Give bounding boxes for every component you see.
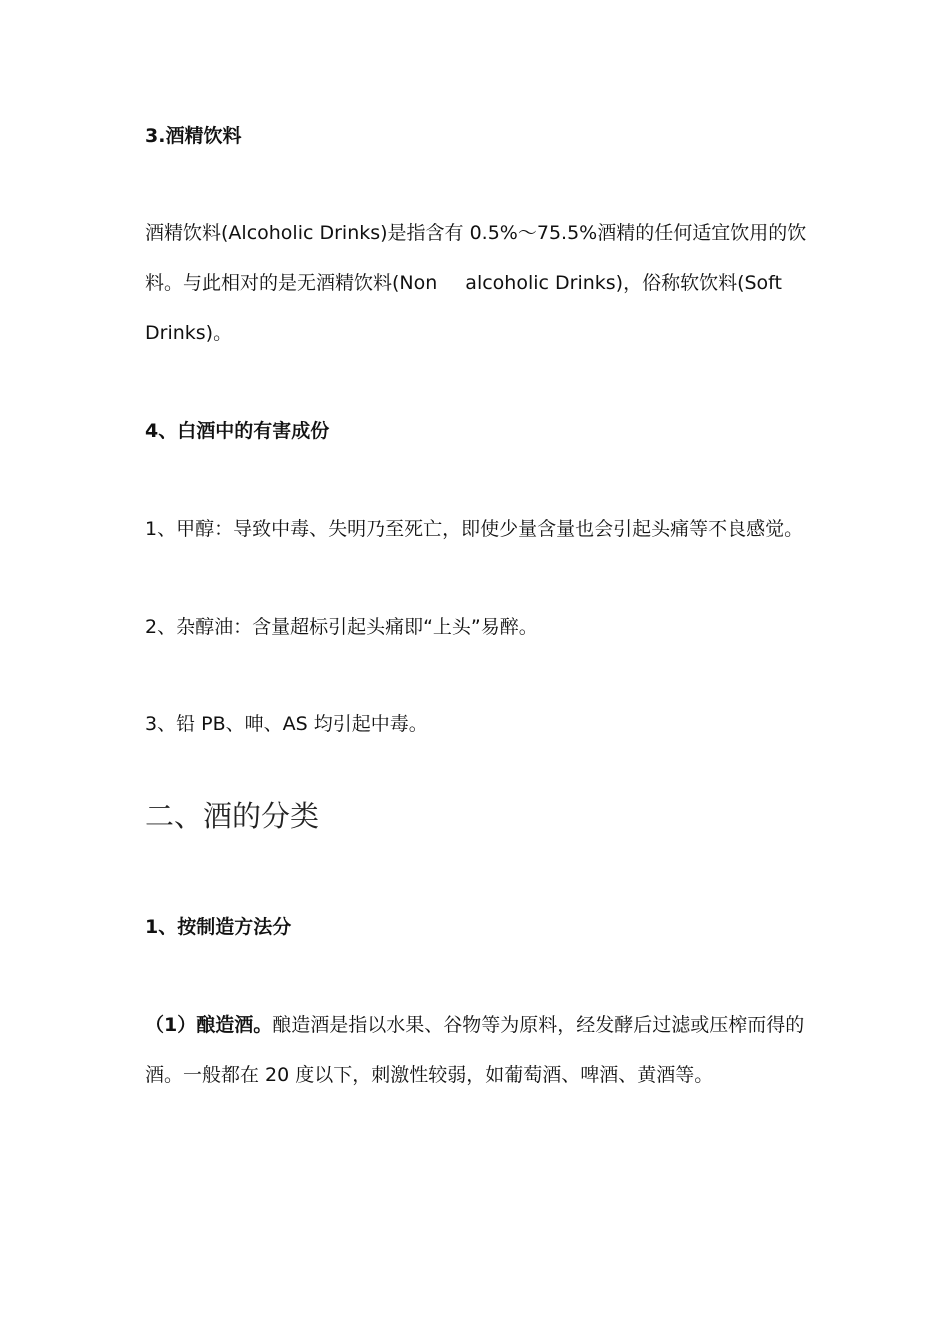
paragraph-line-2a: 料。与此相对的是无酒精饮料(Non [145, 272, 438, 294]
brewed-label: （1）酿造酒。 [145, 1014, 273, 1036]
brewed-text: 酿造酒是指以水果、谷物等为原料，经发酵后过滤或压榨而得的 [272, 1014, 805, 1036]
section-title-classification: 二、酒的分类 [145, 799, 320, 833]
paragraph-line-2b: alcoholic Drinks)，俗称软饮料(Soft [465, 272, 782, 294]
heading-alcoholic-drinks: 3.酒精饮料 [145, 125, 242, 147]
paragraph-line-2 [145, 270, 782, 296]
paragraph-line-1: 酒精饮料(Alcoholic Drinks)是指含有 0.5%～75.5%酒精的任何适宜饮用的饮 [145, 222, 807, 244]
list-item-lead: 3、铅 PB、呻、AS 均引起中毒。 [145, 713, 428, 735]
paragraph-brewed-line-1 [145, 1012, 804, 1038]
paragraph-line-3: Drinks)。 [145, 322, 233, 344]
heading-harmful-ingredients: 4、白酒中的有害成份 [145, 420, 330, 442]
subheading-by-method: 1、按制造方法分 [145, 916, 292, 938]
paragraph-brewed-line-2: 酒。一般都在 20 度以下，刺激性较弱，如葡萄酒、啤酒、黄酒等。 [145, 1064, 714, 1086]
list-item-fusel-oil: 2、杂醇油：含量超标引起头痛即“上头”易醉。 [145, 616, 538, 638]
list-item-methanol: 1、甲醇：导致中毒、失明乃至死亡，即使少量含量也会引起头痛等不良感觉。 [145, 518, 804, 540]
